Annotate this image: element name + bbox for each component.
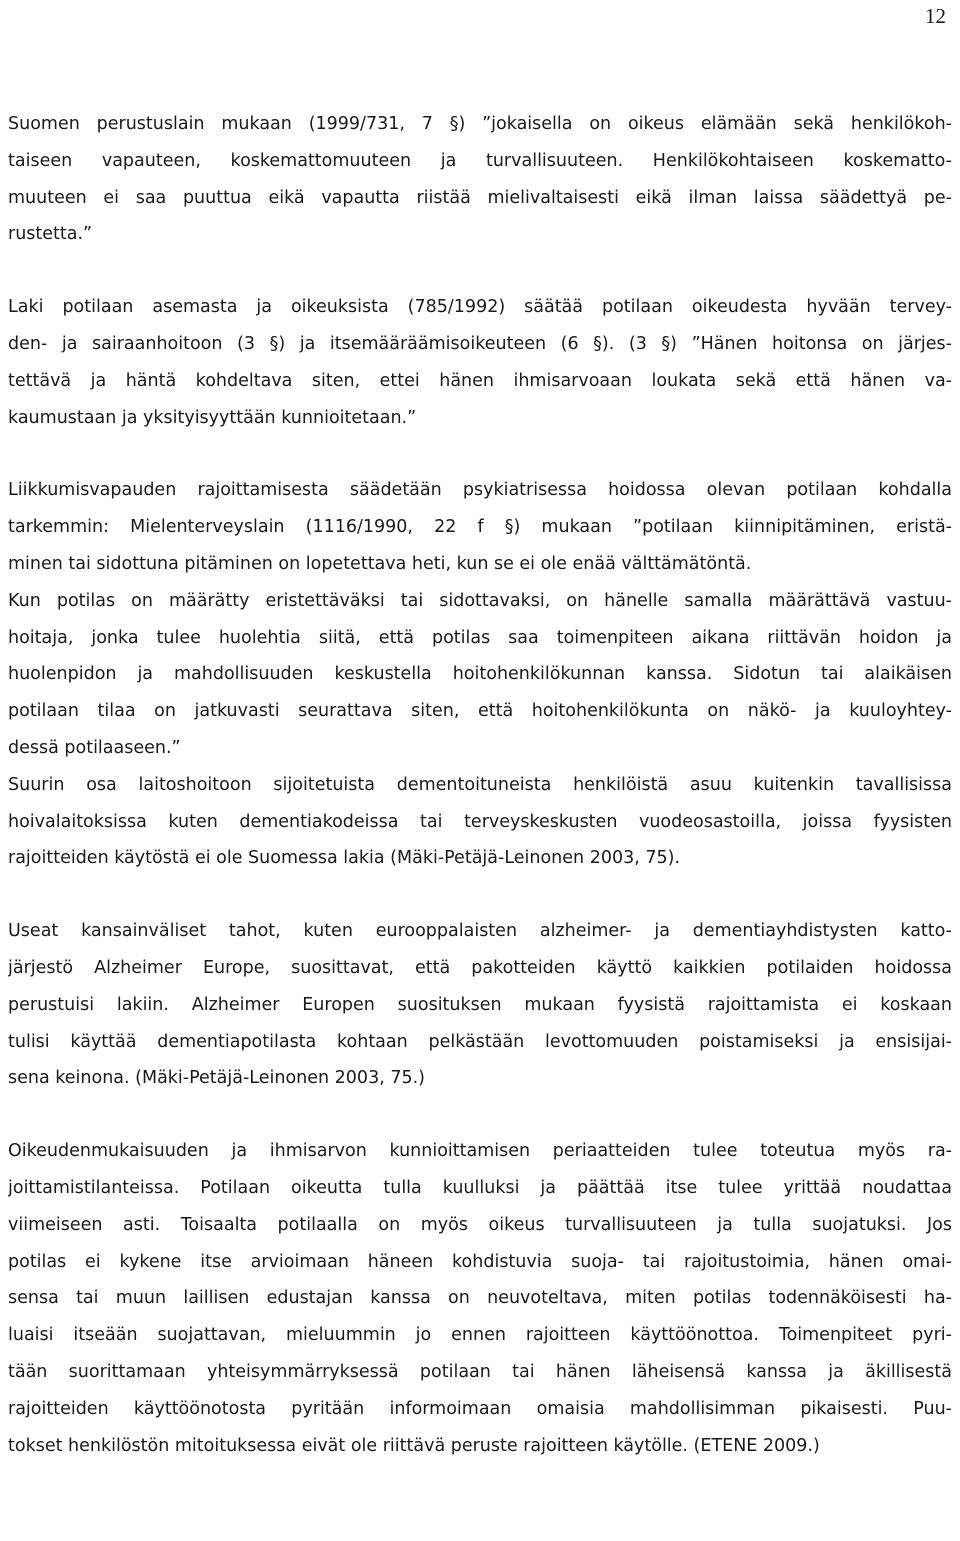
text-line: Oikeudenmukaisuuden ja ihmisarvon kunnioittamisen periaatteiden tulee toteutua myös ra-	[8, 1141, 952, 1162]
paragraph-restraint-law	[8, 472, 952, 877]
text-line: hoitaja, jonka tulee huolehtia siitä, että potilas saa toimenpiteen aikana riittävän hoidon ja	[8, 627, 952, 648]
text-line: potilas ei kykene itse arvioimaan häneen kohdistuvia suoja- tai rajoitustoimia, hänen omai-	[8, 1251, 952, 1272]
paragraph-justice-dignity	[8, 1133, 952, 1464]
text-line: den- ja sairaanhoitoon (3 §) ja itsemääräämisoikeuteen (6 §). (3 §) ”Hänen hoitonsa on järjes-	[8, 333, 952, 354]
text-line: Suomen perustuslain mukaan (1999/731, 7 §) ”jokaisella on oikeus elämään sekä henkilökoh-	[8, 114, 952, 134]
text-line: taiseen vapauteen, koskemattomuuteen ja turvallisuuteen. Henkilökohtaiseen koskematto-	[8, 150, 952, 171]
text-line: Useat kansainväliset tahot, kuten eurooppalaisten alzheimer- ja dementiayhdistysten katto-	[8, 921, 952, 942]
text-line: rajoitteiden käyttöönotosta pyritään informoimaan omaisia mahdollisimman pikaisesti. Puu-	[8, 1398, 952, 1419]
text-line: viimeiseen asti. Toisaalta potilaalla on myös oikeus turvallisuuteen ja tulla suojatuksi. Jos	[8, 1214, 952, 1235]
text-line: luaisi itseään suojattavan, mieluummin jo ennen rajoitteen käyttöönottoa. Toimenpiteet pyri-	[8, 1325, 952, 1346]
text-line: sena keinona. (Mäki-Petäjä-Leinonen 2003, 75.)	[8, 1068, 425, 1089]
text-line: joittamistilanteissa. Potilaan oikeutta tulla kuulluksi ja päättää itse tulee yrittää noudattaa	[8, 1177, 952, 1198]
text-line: perustuisi lakiin. Alzheimer Europen suosituksen mukaan fyysistä rajoittamista ei koskaan	[8, 994, 952, 1015]
text-line: Liikkumisvapauden rajoittamisesta säädetään psykiatrisessa hoidossa olevan potilaan kohdalla	[8, 480, 952, 501]
paragraph-alzheimer-europe	[8, 913, 952, 1097]
text-line: Laki potilaan asemasta ja oikeuksista (785/1992) säätää potilaan oikeudesta hyvään tervey-	[8, 297, 952, 318]
text-line: dessä potilaaseen.”	[8, 737, 181, 758]
text-line: tettävä ja häntä kohdeltava siten, ettei hänen ihmisarvoaan loukata sekä että hänen va-	[8, 370, 952, 391]
text-line: muuteen ei saa puuttua eikä vapautta riistää mielivaltaisesti eikä ilman laissa säädettyä pe-	[8, 187, 952, 208]
paragraph-constitution	[8, 106, 952, 253]
document-body	[8, 106, 952, 1464]
text-line: Kun potilas on määrätty eristettäväksi tai sidottavaksi, on hänelle samalla määrättävä vastuu-	[8, 590, 952, 611]
text-line: kaumustaan ja yksityisyyttään kunnioitetaan.”	[8, 407, 417, 428]
text-line: hoivalaitoksissa kuten dementiakodeissa tai terveyskeskusten vuodeosastoilla, joissa fyysisten	[8, 811, 952, 832]
text-line: Suurin osa laitoshoitoon sijoitetuista dementoituneista henkilöistä asuu kuitenkin tavallisissa	[8, 774, 952, 795]
text-line: tään suorittamaan yhteisymmärryksessä potilaan tai hänen läheisensä kanssa ja äkillisestä	[8, 1361, 952, 1382]
text-line: tokset henkilöstön mitoituksessa eivät ole riittävä peruste rajoitteen käytölle. (ETENE 2009.)	[8, 1435, 820, 1456]
paragraph-patient-rights-act	[8, 289, 952, 436]
text-line: huolenpidon ja mahdollisuuden keskustella hoitohenkilökunnan kanssa. Sidotun tai alaikäisen	[8, 664, 952, 685]
text-line: rajoitteiden käytöstä ei ole Suomessa lakia (Mäki-Petäjä-Leinonen 2003, 75).	[8, 848, 681, 869]
page-number: 12	[925, 4, 946, 28]
text-line: minen tai sidottuna pitäminen on lopetettava heti, kun se ei ole enää välttämätöntä.	[8, 553, 752, 574]
text-line: tarkemmin: Mielenterveyslain (1116/1990, 22 f §) mukaan ”potilaan kiinnipitäminen, eristä-	[8, 517, 952, 538]
text-line: järjestö Alzheimer Europe, suosittavat, että pakotteiden käyttö kaikkien potilaiden hoidossa	[8, 957, 952, 978]
text-line: tulisi käyttää dementiapotilasta kohtaan pelkästään levottomuuden poistamiseksi ja ensisijai-	[8, 1031, 952, 1052]
text-line: potilaan tilaa on jatkuvasti seurattava siten, että hoitohenkilökunta on näkö- ja kuuloyhtey-	[8, 701, 952, 722]
text-line: sensa tai muun laillisen edustajan kanssa on neuvoteltava, miten potilas todennäköisesti ha-	[8, 1288, 952, 1309]
text-line: rustetta.”	[8, 224, 93, 245]
